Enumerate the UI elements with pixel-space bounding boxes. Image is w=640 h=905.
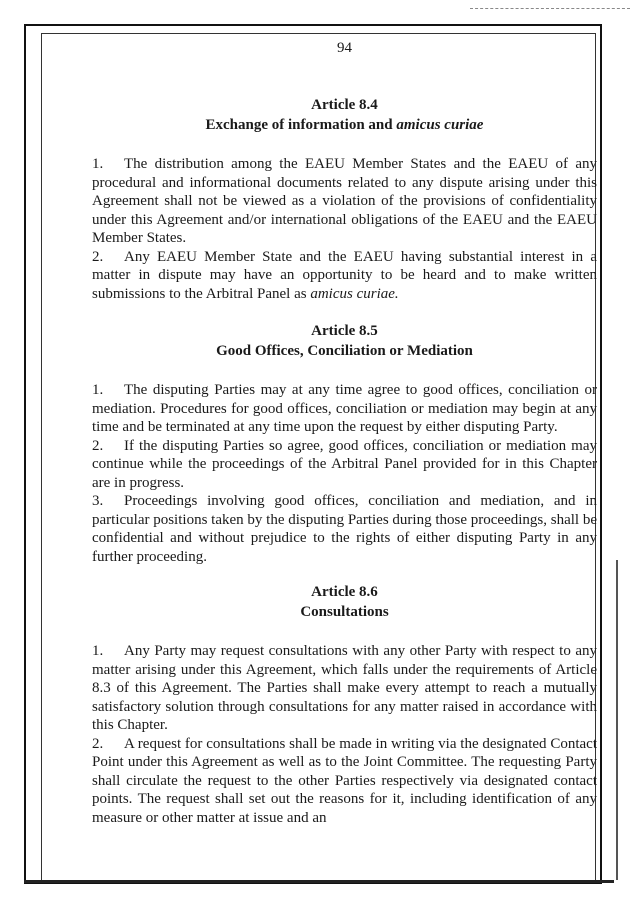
paragraph bbox=[92, 735, 597, 828]
paragraph-number: 2. bbox=[92, 735, 104, 752]
paragraph bbox=[92, 642, 597, 735]
article-subtitle bbox=[92, 602, 597, 622]
page-number: 94 bbox=[337, 40, 352, 56]
article-subtitle-text: Consultations bbox=[300, 604, 389, 620]
paragraph bbox=[92, 437, 597, 493]
paragraph-number: 1. bbox=[92, 643, 104, 659]
document-body bbox=[92, 38, 597, 827]
paragraph-number: 2. bbox=[92, 248, 104, 265]
paragraph-text: The disputing Parties may at any time agree to good offices, conciliation or mediation. Procedures for good offices, conciliation or mediation may begin at any time and be terminated at any time upon the request by either disputing Party. bbox=[92, 382, 597, 435]
paragraph-text: A request for consultations shall be made in writing via the designated Contact Point under this Agreement as well as to the Joint Committee. The requesting Party shall circulate the request to the other Parties respectively via designated contact points. The request shall set out the reasons for it, including identification of any measure or other matter at issue and an bbox=[92, 735, 597, 826]
paragraph-number: 1. bbox=[92, 156, 104, 172]
paragraph-text: Proceedings involving good offices, conciliation and mediation, and in particular positions taken by the disputing Parties during those proceedings, shall be confidential and without prejudice to the rights of either disputing Party in any further proceeding. bbox=[92, 493, 597, 565]
paragraph bbox=[92, 492, 597, 566]
article-subtitle-italic: amicus curiae bbox=[396, 117, 484, 133]
paragraph-text: If the disputing Parties so agree, good offices, conciliation or mediation may continue while the proceedings of the Arbitral Panel provided for in this Chapter are in progress. bbox=[92, 437, 597, 491]
paragraph bbox=[92, 381, 597, 437]
paragraph-text: Any Party may request consultations with any other Party with respect to any matter arising under this Agreement, which falls under the requirements of Article 8.3 of this Agreement. The Parties shall make every attempt to reach a mutually satisfactory solution through consultations for any matter raised in accordance with this Chapter. bbox=[92, 643, 597, 733]
paragraph bbox=[92, 155, 597, 248]
paragraph-number: 1. bbox=[92, 382, 104, 398]
bottom-rule bbox=[24, 880, 614, 883]
paragraph-italic-tail: amicus curiae. bbox=[310, 285, 399, 302]
article-title: Article 8.6 bbox=[311, 584, 378, 600]
scan-top-dash bbox=[470, 8, 630, 9]
article-title: Article 8.4 bbox=[311, 97, 378, 113]
paragraph bbox=[92, 248, 597, 304]
article-subtitle bbox=[92, 341, 597, 361]
article-8-4 bbox=[92, 95, 597, 303]
article-8-5 bbox=[92, 321, 597, 566]
right-edge-rule bbox=[616, 560, 618, 880]
article-subtitle-text: Good Offices, Conciliation or Mediation bbox=[216, 343, 473, 359]
article-subtitle bbox=[92, 115, 597, 135]
paragraph-number: 2. bbox=[92, 437, 104, 454]
article-8-6 bbox=[92, 582, 597, 827]
article-title: Article 8.5 bbox=[311, 323, 378, 339]
paragraph-text: The distribution among the EAEU Member States and the EAEU of any procedural and informational documents related to any dispute arising under this Agreement shall not be viewed as a violation of the provisions of confidentiality under this Agreement and/or international obligations of the EAEU and the EAEU Member States. bbox=[92, 156, 597, 246]
paragraph-number: 3. bbox=[92, 493, 104, 509]
paragraph-text: Any EAEU Member State and the EAEU having substantial interest in a matter in dispute may have an opportunity to be heard and to make written submissions to the Arbitral Panel as bbox=[92, 248, 597, 302]
article-subtitle-text: Exchange of information and bbox=[205, 117, 397, 133]
